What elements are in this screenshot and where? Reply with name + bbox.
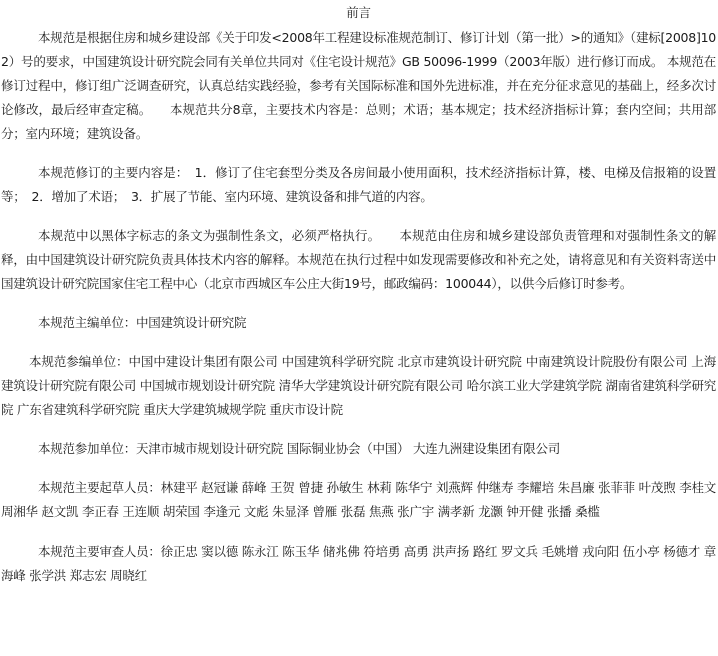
- paragraph-spacer: [1, 524, 716, 540]
- paragraph-mandatory-provisions: 本规范中以黑体字标志的条文为强制性条文，必须严格执行。 本规范由住房和城乡建设部负责管理和对强制性条文的解释，由中国建筑设计研究院负责具体技术内容的解释。本规范在执行过程中如发现需要修改和补充之处，请将意见和有关资料寄送中国建筑设计研究院国家住宅工程中心（北京市西城区车公庄大街19号，邮政编码：100044），以供今后修订时参考。: [1, 228, 716, 291]
- paragraph-basis: 本规范是根据住房和城乡建设部《关于印发<2008年工程建设标准规范制订、修订计划（第一批）>的通知》（建标[2008]102）号的要求，中国建筑设计研究院会同有关单位共同对《住宅设计规范》GB 50096-1999（2003年版）进行修订而成。 本规范在修订过程中，修订组广泛调查研究，认真总结实践经验，参考有关国际标准和国外先进标准，并在充分征求意见的基础上，经多次讨论修改，最后经审查定稿。 本规范共分8章，主要技术内容是：总则；术语；基本规定；技术经济指标计算；套内空间；共用部分；室内环境；建筑设备。: [1, 30, 716, 141]
- paragraph-participating-editors: 本规范参编单位：中国中建设计集团有限公司 中国建筑科学研究院 北京市建筑设计研究院 中南建筑设计院股份有限公司 上海建筑设计研究院有限公司 中国城市规划设计研究院 清华大学建筑设计研究院有限公司 哈尔滨工业大学建筑学院 湖南省建筑科学研究院 广东省建筑科学研究院 重庆大学建筑城规学院 重庆市设计院: [1, 354, 716, 417]
- paragraph-chief-editor: 本规范主编单位：中国建筑设计研究院: [38, 315, 247, 330]
- paragraph-spacer: [1, 146, 716, 161]
- paragraph-participating-units: 本规范参加单位：天津市城市规划设计研究院 国际铜业协会（中国） 大连九洲建设集团有限公司: [38, 441, 560, 456]
- paragraph-spacer: [1, 461, 716, 476]
- paragraph-reviewers: 本规范主要审查人员：徐正忠 窦以德 陈永江 陈玉华 储兆佛 符培勇 高勇 洪声扬 路红 罗文兵 毛姚增 戎向阳 伍小亭 杨德才 章海峰 张学洪 郑志宏 周晓红: [1, 544, 716, 583]
- paragraph-spacer: [1, 422, 716, 437]
- paragraph-spacer: [1, 335, 716, 350]
- paragraph-spacer: [1, 296, 716, 311]
- paragraph-spacer: [1, 209, 716, 224]
- paragraph-revision-content: 本规范修订的主要内容是： 1．修订了住宅套型分类及各房间最小使用面积，技术经济指标计算，楼、电梯及信报箱的设置等； 2．增加了术语； 3．扩展了节能、室内环境、建筑设备和排气道的内容。: [1, 165, 716, 204]
- document-title: 前言: [346, 5, 371, 20]
- paragraph-drafters: 本规范主要起草人员：林建平 赵冠谦 薛峰 王贺 曾捷 孙敏生 林莉 陈华宁 刘燕辉 仲继寿 李耀培 朱昌廉 张菲菲 叶茂煦 李桂文 周湘华 赵文凯 李正春 王连顺 胡荣国 李逢元 文彪 朱显泽 曾雁 张磊 焦燕 张广宇 满孝新 龙灏 钟开健 张播 桑槛: [1, 480, 716, 519]
